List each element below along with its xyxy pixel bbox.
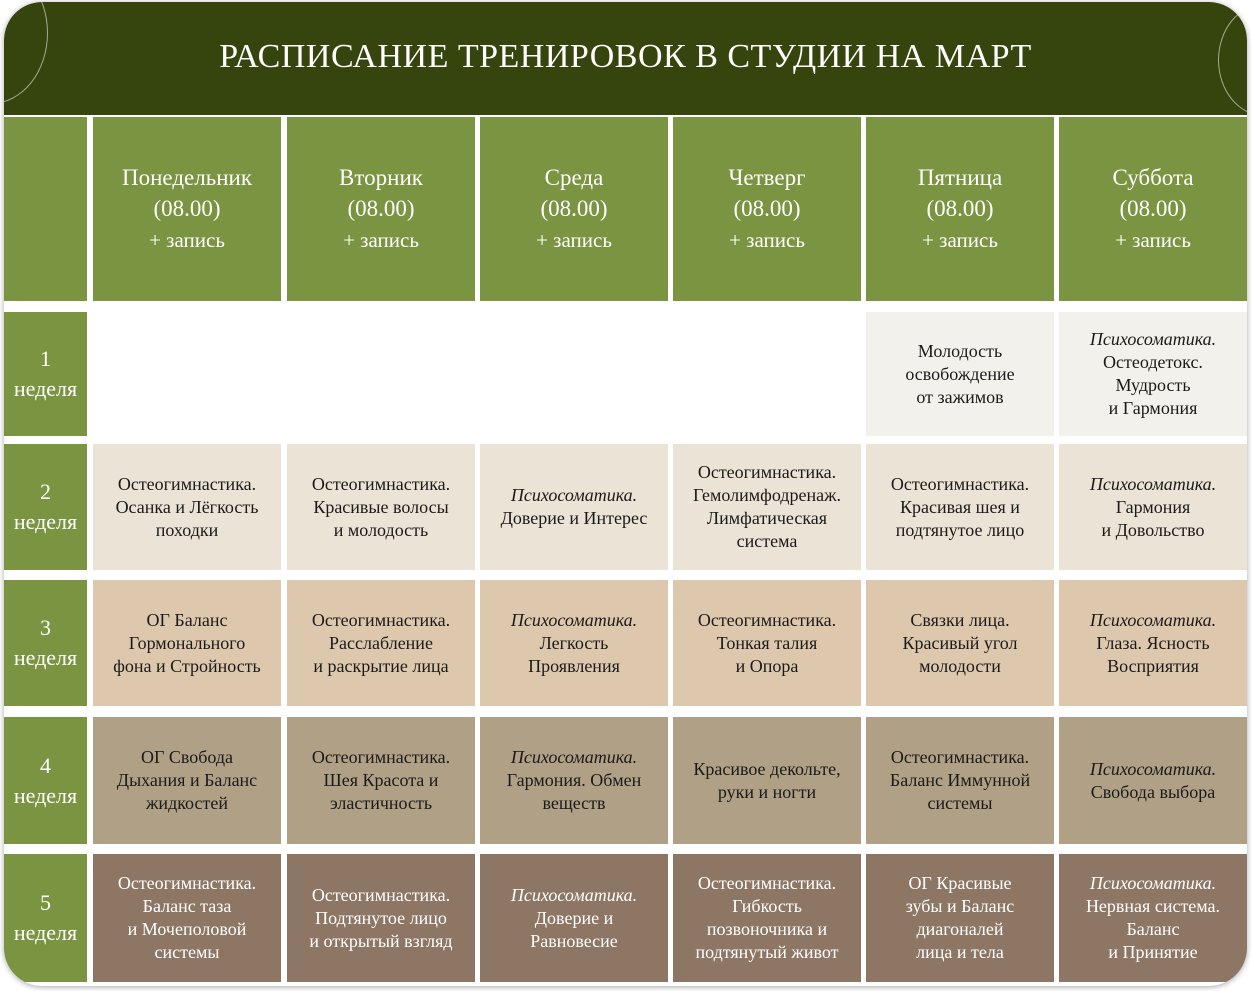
class-cell bbox=[866, 580, 1054, 706]
class-text: и Принятие bbox=[1108, 942, 1198, 962]
class-text: системы bbox=[927, 793, 993, 813]
class-category: Психосоматика. bbox=[510, 485, 638, 505]
class-category: Психосоматика. bbox=[510, 609, 638, 630]
class-cell bbox=[287, 717, 475, 844]
class-text: фона и Стройность bbox=[113, 655, 261, 676]
day-header-6 bbox=[1059, 117, 1247, 301]
class-text: Остеогимнастика. bbox=[890, 747, 1030, 767]
class-text: Связки лица. bbox=[910, 609, 1010, 630]
class-cell bbox=[1059, 717, 1247, 844]
day-name: Вторник bbox=[339, 165, 423, 190]
class-cell bbox=[287, 444, 475, 570]
header-bar bbox=[4, 2, 1247, 115]
class-cell bbox=[866, 717, 1054, 844]
class-text: лица и тела bbox=[916, 942, 1004, 962]
class-text: позвоночника и bbox=[706, 919, 828, 939]
class-cell bbox=[480, 854, 668, 982]
class-text: Остеогимнастика. bbox=[890, 473, 1030, 494]
class-text: Остеогимнастика. bbox=[697, 873, 837, 893]
day-header-4 bbox=[673, 117, 861, 301]
class-text: Красивые волосы bbox=[313, 496, 449, 517]
class-text: Остеогимнастика. bbox=[311, 884, 451, 905]
class-text: Баланс Иммунной bbox=[889, 770, 1031, 790]
day-enroll-note: + запись bbox=[729, 228, 805, 252]
class-cell bbox=[93, 580, 281, 706]
class-text: молодости bbox=[919, 655, 1001, 676]
class-text: подтянутое лицо bbox=[895, 519, 1025, 540]
class-text: Гемолимфодренаж. bbox=[692, 485, 842, 505]
class-text: Гармония bbox=[1115, 496, 1191, 517]
day-time: (08.00) bbox=[733, 196, 801, 221]
class-cell bbox=[480, 444, 668, 570]
class-text: Мудрость bbox=[1115, 375, 1191, 395]
class-text: походки bbox=[155, 519, 219, 540]
class-text: Подтянутое лицо bbox=[315, 907, 447, 928]
class-text: эластичность bbox=[329, 793, 433, 813]
day-time: (08.00) bbox=[1119, 196, 1187, 221]
class-text: и Довольство bbox=[1101, 519, 1205, 540]
day-time: (08.00) bbox=[347, 196, 415, 221]
day-name: Понедельник bbox=[122, 165, 252, 190]
class-text: Остеогимнастика. bbox=[117, 473, 257, 494]
class-cell bbox=[866, 312, 1054, 436]
day-name: Пятница bbox=[917, 165, 1003, 190]
day-time: (08.00) bbox=[926, 196, 994, 221]
class-text: Гармония. Обмен bbox=[506, 770, 642, 790]
class-text: Баланс таза bbox=[142, 896, 232, 916]
class-text: Остеодетокс. bbox=[1103, 352, 1203, 372]
corner-cell bbox=[4, 117, 87, 301]
class-text: Красивая шея и bbox=[900, 496, 1020, 517]
class-cell bbox=[93, 717, 281, 844]
class-text: Восприятия bbox=[1107, 655, 1199, 676]
class-text: Остеогимнастика. bbox=[117, 873, 257, 893]
class-cell bbox=[673, 717, 861, 844]
class-text: веществ bbox=[542, 793, 606, 813]
class-text: Баланс bbox=[1126, 919, 1180, 939]
day-name: Суббота bbox=[1112, 165, 1194, 190]
day-enroll-note: + запись bbox=[149, 228, 225, 252]
class-text: ОГ Красивые bbox=[908, 873, 1012, 893]
day-header-2 bbox=[287, 117, 475, 301]
week-word: неделя bbox=[13, 509, 78, 534]
page-title: РАСПИСАНИЕ ТРЕНИРОВОК В СТУДИИ НА МАРТ bbox=[219, 38, 1032, 75]
class-text: Глаза. Ясность bbox=[1096, 632, 1210, 653]
class-cell bbox=[480, 717, 668, 844]
class-text: освобождение bbox=[905, 363, 1015, 384]
class-cell bbox=[673, 854, 861, 982]
class-text: Гормонального bbox=[128, 632, 246, 653]
day-header-3 bbox=[480, 117, 668, 301]
class-text: Свобода выбора bbox=[1090, 781, 1216, 802]
class-text: Тонкая талия bbox=[716, 632, 818, 653]
class-cell bbox=[93, 444, 281, 570]
class-cell bbox=[287, 854, 475, 982]
day-enroll-note: + запись bbox=[922, 228, 998, 252]
class-text: и Гармония bbox=[1108, 398, 1198, 418]
class-cell bbox=[673, 580, 861, 706]
week-number: 1 bbox=[40, 346, 51, 371]
class-text: Остеогимнастика. bbox=[697, 462, 837, 482]
day-enroll-note: + запись bbox=[536, 228, 612, 252]
day-time: (08.00) bbox=[540, 196, 608, 221]
week-word: неделя bbox=[13, 920, 78, 945]
class-category: Психосоматика. bbox=[1089, 329, 1217, 349]
day-header-5 bbox=[866, 117, 1054, 301]
class-cell bbox=[866, 444, 1054, 570]
class-text: Проявления bbox=[528, 655, 620, 676]
class-text: и Опора bbox=[735, 655, 799, 676]
class-text: и открытый взгляд bbox=[309, 930, 453, 951]
class-cell bbox=[287, 580, 475, 706]
class-text: Остеогимнастика. bbox=[697, 609, 837, 630]
class-text: Расслабление bbox=[329, 632, 433, 653]
class-category: Психосоматика. bbox=[1089, 758, 1217, 779]
week-number: 3 bbox=[40, 615, 51, 640]
day-enroll-note: + запись bbox=[343, 228, 419, 252]
week-number: 5 bbox=[40, 890, 51, 915]
class-text: и раскрытие лица bbox=[313, 655, 449, 676]
class-text: ОГ Свобода bbox=[140, 747, 234, 767]
week-number: 2 bbox=[40, 479, 51, 504]
class-text: ОГ Баланс bbox=[146, 609, 228, 630]
class-text: Гибкость bbox=[732, 896, 802, 916]
class-cell bbox=[1059, 580, 1247, 706]
class-text: система bbox=[736, 531, 798, 551]
class-cell bbox=[673, 444, 861, 570]
class-text: системы bbox=[154, 942, 220, 962]
day-header-1 bbox=[93, 117, 281, 301]
class-cell bbox=[866, 854, 1054, 982]
class-cell bbox=[93, 854, 281, 982]
week-label-1 bbox=[4, 312, 87, 436]
week-label-2 bbox=[4, 444, 87, 570]
class-text: жидкостей bbox=[146, 793, 228, 813]
class-text: Осанка и Лёгкость bbox=[115, 496, 259, 517]
day-enroll-note: + запись bbox=[1115, 228, 1191, 252]
class-text: Красивый угол bbox=[902, 632, 1018, 653]
class-text: Дыхания и Баланс bbox=[116, 770, 258, 790]
week-label-4 bbox=[4, 717, 87, 844]
class-text: Доверие и Интерес bbox=[500, 508, 648, 528]
class-text: Остеогимнастика. bbox=[311, 473, 451, 494]
class-text: Красивое декольте, bbox=[693, 758, 841, 779]
week-word: неделя bbox=[13, 782, 78, 808]
week-word: неделя bbox=[13, 645, 78, 670]
week-label-3 bbox=[4, 580, 87, 706]
class-text: руки и ногти bbox=[717, 781, 817, 802]
class-text: Доверие и bbox=[534, 907, 614, 928]
week-number: 4 bbox=[40, 752, 51, 778]
class-category: Психосоматика. bbox=[1089, 873, 1217, 893]
schedule-card bbox=[4, 2, 1247, 986]
class-text: Молодость bbox=[917, 340, 1003, 361]
class-text: Легкость bbox=[539, 632, 609, 653]
class-text: Равновесие bbox=[530, 930, 618, 951]
class-text: Лимфатическая bbox=[706, 508, 828, 528]
class-cell bbox=[480, 580, 668, 706]
day-time: (08.00) bbox=[153, 196, 221, 221]
class-text: и Мочеполовой bbox=[127, 919, 247, 939]
class-text: диагоналей bbox=[916, 919, 1004, 939]
class-text: и молодость bbox=[333, 519, 429, 540]
day-name: Среда bbox=[544, 165, 604, 190]
class-cell bbox=[1059, 312, 1247, 436]
class-category: Психосоматика. bbox=[1089, 473, 1217, 494]
class-text: Остеогимнастика. bbox=[311, 609, 451, 630]
class-category: Психосоматика. bbox=[510, 884, 638, 905]
class-text: зубы и Баланс bbox=[905, 896, 1015, 916]
class-text: от зажимов bbox=[916, 386, 1004, 407]
class-cell bbox=[1059, 854, 1247, 982]
week-word: неделя bbox=[13, 376, 78, 401]
class-text: подтянутый живот bbox=[695, 942, 839, 962]
week-label-5 bbox=[4, 854, 87, 982]
class-text: Остеогимнастика. bbox=[311, 747, 451, 767]
class-category: Психосоматика. bbox=[510, 747, 638, 767]
day-name: Четверг bbox=[728, 165, 806, 190]
class-cell bbox=[1059, 444, 1247, 570]
class-category: Психосоматика. bbox=[1089, 609, 1217, 630]
class-text: Нервная система. bbox=[1085, 896, 1221, 916]
class-text: Шея Красота и bbox=[323, 770, 439, 790]
